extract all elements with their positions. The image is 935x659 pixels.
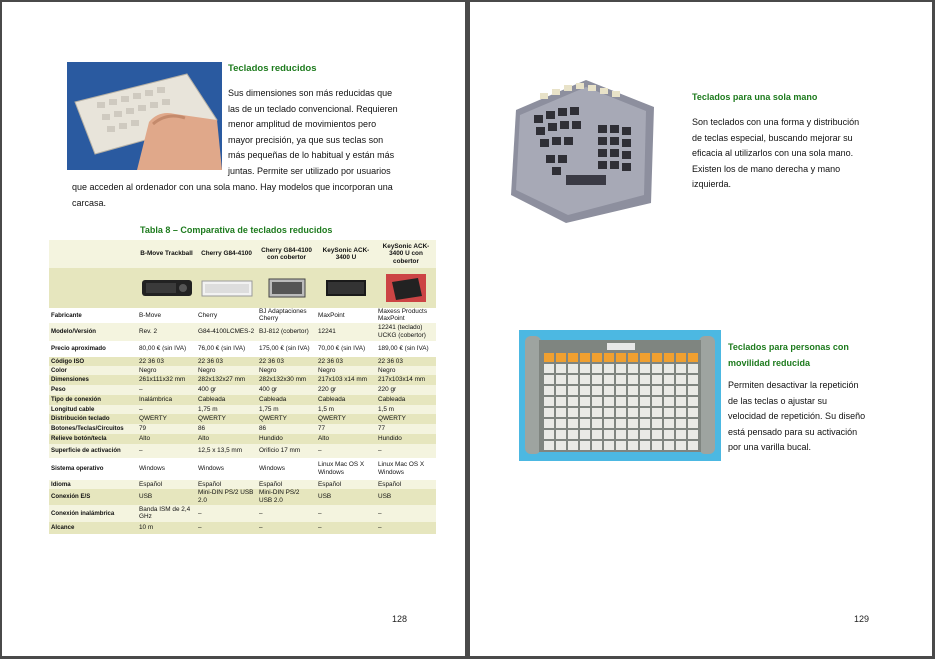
table-cell: 86 xyxy=(198,425,206,433)
key xyxy=(688,397,698,406)
keyboard-thumbnail xyxy=(267,276,307,300)
key xyxy=(604,397,614,406)
table-cell: – xyxy=(378,524,382,532)
table-cell: 1,5 m xyxy=(318,405,334,413)
para-line: mayor precisión, ya que sus teclas son xyxy=(228,134,384,145)
table-cell: QWERTY xyxy=(198,415,226,423)
table-cell: 217x103x14 mm xyxy=(378,376,426,384)
row-label: Color xyxy=(51,366,67,374)
key xyxy=(676,408,686,417)
table-caption: Tabla 8 – Comparativa de teclados reducidos xyxy=(140,225,333,235)
table-cell: Hundido xyxy=(259,435,283,443)
key xyxy=(592,386,602,395)
table-cell: Cableada xyxy=(318,396,346,404)
page-128 xyxy=(2,2,465,656)
section-title-reducidos: Teclados reducidos xyxy=(228,63,317,74)
table-cell: – xyxy=(378,509,382,517)
table-row xyxy=(49,489,436,505)
row-label: Relieve botón/tecla xyxy=(51,435,107,443)
key xyxy=(628,397,638,406)
row-label: Distribución teclado xyxy=(51,415,110,423)
key xyxy=(544,441,554,450)
para-line: juntas. Permite ser utilizado por usuarios xyxy=(228,165,391,176)
para-line: Sus dimensiones son más reducidas que xyxy=(228,88,393,98)
key xyxy=(568,408,578,417)
table-cell: Windows xyxy=(259,465,285,473)
para-line: menor amplitud de movimientos pero xyxy=(228,119,377,130)
header-cell: KeySonic ACK-3400 U xyxy=(322,246,370,261)
table-cell: 1,75 m xyxy=(259,405,279,413)
table-cell: Español xyxy=(259,480,283,488)
key xyxy=(604,408,614,417)
table-cell: Alto xyxy=(139,435,151,443)
key xyxy=(664,430,674,439)
key xyxy=(604,364,614,373)
row-label: Peso xyxy=(51,386,66,394)
row-label: Longitud cable xyxy=(51,405,95,413)
key xyxy=(628,364,638,373)
key xyxy=(568,430,578,439)
table-cell: BJ-812 (cobertor) xyxy=(259,328,309,336)
table-cell: – xyxy=(139,405,143,413)
key xyxy=(640,386,650,395)
table-cell: G84-4100LCMES-2 xyxy=(198,328,255,336)
table-row xyxy=(49,434,436,444)
key xyxy=(652,430,662,439)
key xyxy=(664,441,674,450)
table-cell: MaxPoint xyxy=(318,311,345,319)
key xyxy=(556,375,566,384)
key xyxy=(556,353,566,362)
table-cell: 1,5 m xyxy=(378,405,394,413)
section-title-movilidad xyxy=(728,339,870,371)
table-cell: 175,00 € (sin IVA) xyxy=(259,345,310,353)
key xyxy=(544,397,554,406)
row-label: Botones/Teclas/Circuitos xyxy=(51,425,124,433)
key xyxy=(592,441,602,450)
table-cell: – xyxy=(139,447,143,455)
key xyxy=(592,419,602,428)
title-line: movilidad reducida xyxy=(728,358,811,368)
table-cell: 220 gr xyxy=(378,386,397,394)
table-cell: Alto xyxy=(198,435,210,443)
key xyxy=(640,397,650,406)
key xyxy=(592,353,602,362)
key xyxy=(568,419,578,428)
key xyxy=(640,441,650,450)
key xyxy=(592,408,602,417)
key xyxy=(616,386,626,395)
key xyxy=(652,419,662,428)
key xyxy=(676,364,686,373)
key xyxy=(616,408,626,417)
key xyxy=(556,419,566,428)
table-row xyxy=(49,424,436,434)
table-cell: 76,00 € (sin IVA) xyxy=(198,345,246,353)
table-cell: Hundido xyxy=(378,435,402,443)
table-cell: – xyxy=(139,386,143,394)
key xyxy=(580,419,590,428)
key xyxy=(616,364,626,373)
para-line: eficacia al utilizarlos con una sola mano. xyxy=(692,148,854,159)
key xyxy=(628,430,638,439)
key xyxy=(676,375,686,384)
compact-keyboard-photo xyxy=(67,62,222,170)
table-cell: Negro xyxy=(198,366,216,374)
key xyxy=(592,430,602,439)
key xyxy=(568,375,578,384)
table-cell: Windows xyxy=(139,465,165,473)
table-row xyxy=(49,366,436,375)
para-line: Permiten desactivar la repetición xyxy=(728,380,859,390)
key xyxy=(688,408,698,417)
table-cell: – xyxy=(259,509,263,517)
table-row xyxy=(49,444,436,458)
key xyxy=(580,353,590,362)
key xyxy=(676,419,686,428)
key xyxy=(604,419,614,428)
key xyxy=(616,397,626,406)
row-label: Fabricante xyxy=(51,311,82,319)
key xyxy=(628,441,638,450)
key xyxy=(580,386,590,395)
key xyxy=(664,375,674,384)
table-row xyxy=(49,375,436,385)
key xyxy=(640,408,650,417)
table-cell: 217x103 x14 mm xyxy=(318,376,368,384)
key xyxy=(556,430,566,439)
key xyxy=(544,419,554,428)
para-line: está pensado para su activación xyxy=(728,426,858,437)
table-cell: Linux Mac OS X Windows xyxy=(318,461,365,476)
table-cell: Español xyxy=(198,480,222,488)
table-cell: 22 36 03 xyxy=(139,357,164,365)
table-row xyxy=(49,458,436,480)
key xyxy=(604,353,614,362)
table-cell: 79 xyxy=(139,425,147,433)
page-number: 129 xyxy=(854,614,870,624)
row-label: Idioma xyxy=(51,480,71,488)
table-row xyxy=(49,522,436,534)
para-line: izquierda. xyxy=(692,179,732,190)
key xyxy=(676,441,686,450)
key xyxy=(580,364,590,373)
header-cell: KeySonic ACK-3400 U con cobertor xyxy=(382,242,430,265)
table-cell: Inalámbrica xyxy=(139,396,173,404)
key xyxy=(556,386,566,395)
para-line: carcasa. xyxy=(72,197,107,208)
table-cell: Negro xyxy=(378,366,396,374)
table-cell: 282x132x30 mm xyxy=(259,376,307,384)
table-cell: 261x111x32 mm xyxy=(139,376,186,384)
para-line: las de un teclado convencional. Requieren xyxy=(228,103,398,114)
key xyxy=(664,386,674,395)
table-cell: – xyxy=(378,447,382,455)
table-cell: Español xyxy=(318,480,342,488)
key xyxy=(616,419,626,428)
key xyxy=(604,375,614,384)
row-label: Código ISO xyxy=(51,357,85,365)
table-cell: 70,00 € (sin IVA) xyxy=(318,345,366,353)
table-row xyxy=(49,308,436,323)
key xyxy=(580,441,590,450)
title-line: Teclados para personas con xyxy=(728,342,849,352)
header-cell: Cherry G84-4100 con cobertor xyxy=(261,246,312,261)
key xyxy=(676,353,686,362)
table-cell: 80,00 € (sin IVA) xyxy=(139,345,187,353)
table-cell: 400 gr xyxy=(259,386,278,394)
keyboard-thumbnail xyxy=(386,274,426,302)
key xyxy=(688,441,698,450)
key xyxy=(580,375,590,384)
table-cell: QWERTY xyxy=(259,415,287,423)
key xyxy=(592,364,602,373)
para-line: Existen los de mano derecha y mano xyxy=(692,163,841,174)
comparison-table xyxy=(49,240,436,534)
table-cell: 12241 (teclado) UCKG (cobertor) xyxy=(378,324,426,339)
table-cell: – xyxy=(318,524,322,532)
para-line: que acceden al ordenador con una sola mano. Hay modelos que incorporan una xyxy=(72,182,393,192)
table-cell: 10 m xyxy=(139,524,154,532)
table-row xyxy=(49,414,436,424)
table-row xyxy=(49,357,436,366)
table-cell: Español xyxy=(378,480,402,488)
para-line: más pequeñas de lo habitual y están más xyxy=(228,150,395,161)
table-cell: Cherry xyxy=(198,311,218,319)
key xyxy=(568,441,578,450)
key xyxy=(652,353,662,362)
row-label: Sistema operativo xyxy=(51,465,104,473)
table-cell: 12241 xyxy=(318,328,336,336)
table-cell: 22 36 03 xyxy=(318,357,343,365)
key xyxy=(568,397,578,406)
key xyxy=(688,375,698,384)
table-cell: Mini-DIN PS/2 USB 2.0 xyxy=(259,489,300,504)
table-cell: – xyxy=(259,524,263,532)
key xyxy=(676,397,686,406)
key xyxy=(544,364,554,373)
table-cell: Maxess Products MaxPoint xyxy=(378,308,428,323)
table-cell: Español xyxy=(139,480,163,488)
table-cell: Alto xyxy=(318,435,330,443)
table-cell: 77 xyxy=(318,425,326,433)
table-cell: 86 xyxy=(259,425,267,433)
table-cell: 220 gr xyxy=(318,386,337,394)
table-row xyxy=(49,405,436,414)
table-cell: QWERTY xyxy=(378,415,406,423)
key xyxy=(652,386,662,395)
product-image-row xyxy=(49,268,436,308)
table-cell: 22 36 03 xyxy=(259,357,284,365)
key xyxy=(664,353,674,362)
table-header-row xyxy=(49,240,436,268)
key xyxy=(640,430,650,439)
key xyxy=(664,408,674,417)
key xyxy=(664,364,674,373)
key xyxy=(580,430,590,439)
keyboard-thumbnail xyxy=(200,276,254,300)
para-line: de las teclas o ajustar su xyxy=(728,395,828,406)
key xyxy=(652,441,662,450)
key xyxy=(592,397,602,406)
table-row xyxy=(49,385,436,395)
table-cell: USB xyxy=(318,493,332,501)
table-cell: 77 xyxy=(378,425,386,433)
table-cell: – xyxy=(318,447,322,455)
page-number: 128 xyxy=(392,614,408,624)
row-label: Dimensiones xyxy=(51,376,89,384)
key xyxy=(568,353,578,362)
row-label: Conexión E/S xyxy=(51,493,91,501)
paragraph-reducidos-cont xyxy=(72,180,412,211)
row-label: Tipo de conexión xyxy=(51,396,101,404)
para-line: de teclas especial, buscando mejorar su xyxy=(692,132,853,143)
table-row xyxy=(49,505,436,522)
large-key-keyboard-photo xyxy=(519,330,721,461)
key xyxy=(544,353,554,362)
table-cell: Orificio 17 mm xyxy=(259,447,301,455)
table-cell: 189,00 € (sin IVA) xyxy=(378,345,429,353)
key xyxy=(556,441,566,450)
table-row xyxy=(49,323,436,341)
key xyxy=(688,386,698,395)
row-label: Conexión inalámbrica xyxy=(51,509,115,517)
para-line: Son teclados con una forma y distribución xyxy=(692,117,860,127)
table-cell: Linux Mac OS X Windows xyxy=(378,461,425,476)
paragraph-movilidad xyxy=(728,378,869,456)
key xyxy=(688,364,698,373)
key xyxy=(676,386,686,395)
key xyxy=(556,397,566,406)
table-cell: – xyxy=(198,509,202,517)
table-row xyxy=(49,395,436,405)
table-cell: Negro xyxy=(259,366,277,374)
table-cell: Rev. 2 xyxy=(139,328,157,336)
key xyxy=(640,353,650,362)
table-cell: Negro xyxy=(139,366,157,374)
key xyxy=(556,364,566,373)
para-line: velocidad de repetición. Su diseño xyxy=(728,411,866,422)
key xyxy=(604,441,614,450)
table-cell: – xyxy=(198,524,202,532)
key xyxy=(580,408,590,417)
header-cell: Cherry G84-4100 xyxy=(201,250,252,258)
table-cell: USB xyxy=(378,493,392,501)
key xyxy=(616,430,626,439)
table-cell: QWERTY xyxy=(318,415,346,423)
key xyxy=(544,375,554,384)
key xyxy=(688,430,698,439)
table-row xyxy=(49,480,436,489)
key xyxy=(628,353,638,362)
key xyxy=(616,375,626,384)
section-title-una-mano: Teclados para una sola mano xyxy=(692,92,818,102)
key xyxy=(592,375,602,384)
paragraph-reducidos xyxy=(228,86,408,180)
row-label: Alcance xyxy=(51,524,75,532)
table-cell: – xyxy=(318,509,322,517)
table-cell: Mini-DIN PS/2 USB 2.0 xyxy=(198,489,254,504)
table-cell: BJ Adaptaciones Cherry xyxy=(259,308,307,323)
key xyxy=(688,419,698,428)
table-cell: 1,75 m xyxy=(198,405,218,413)
key xyxy=(652,397,662,406)
key xyxy=(568,364,578,373)
table-cell: Banda ISM de 2,4 GHz xyxy=(139,505,191,521)
table-cell: Cableada xyxy=(198,396,226,404)
table-row xyxy=(49,341,436,357)
key xyxy=(688,353,698,362)
para-line: por una varilla bucal. xyxy=(728,442,812,453)
table-cell: USB xyxy=(139,493,153,501)
key xyxy=(544,386,554,395)
table-cell: 22 36 03 xyxy=(198,357,223,365)
table-cell: Windows xyxy=(198,465,224,473)
one-hand-keyboard-photo xyxy=(506,75,656,225)
key xyxy=(544,408,554,417)
row-label: Modelo/Versión xyxy=(51,328,97,336)
key xyxy=(616,353,626,362)
header-cell: B-Move Trackball xyxy=(140,250,193,258)
table-cell: Cableada xyxy=(259,396,287,404)
key xyxy=(628,375,638,384)
paragraph-una-mano xyxy=(692,115,869,193)
key xyxy=(580,397,590,406)
key xyxy=(652,408,662,417)
keyboard-thumbnail xyxy=(140,276,194,300)
key xyxy=(568,386,578,395)
table-cell: B-Move xyxy=(139,311,162,319)
row-label: Superficie de activación xyxy=(51,447,121,455)
key xyxy=(616,441,626,450)
key xyxy=(628,408,638,417)
key xyxy=(652,364,662,373)
key xyxy=(604,430,614,439)
key xyxy=(640,419,650,428)
key xyxy=(556,408,566,417)
key xyxy=(544,430,554,439)
header-cell xyxy=(49,240,137,268)
page-129 xyxy=(470,2,932,656)
key xyxy=(664,419,674,428)
key xyxy=(664,397,674,406)
key xyxy=(604,386,614,395)
table-cell: QWERTY xyxy=(139,415,167,423)
table-cell: 400 gr xyxy=(198,386,217,394)
table-cell: Cableada xyxy=(378,396,406,404)
table-cell: Negro xyxy=(318,366,336,374)
key xyxy=(652,375,662,384)
table-cell: 282x132x27 mm xyxy=(198,376,246,384)
row-label: Precio aproximado xyxy=(51,345,106,353)
key xyxy=(640,364,650,373)
key xyxy=(640,375,650,384)
key xyxy=(628,386,638,395)
table-cell: 22 36 03 xyxy=(378,357,403,365)
key xyxy=(676,430,686,439)
table-cell: 12,5 x 13,5 mm xyxy=(198,447,243,455)
keyboard-thumbnail xyxy=(324,276,368,300)
key xyxy=(628,419,638,428)
